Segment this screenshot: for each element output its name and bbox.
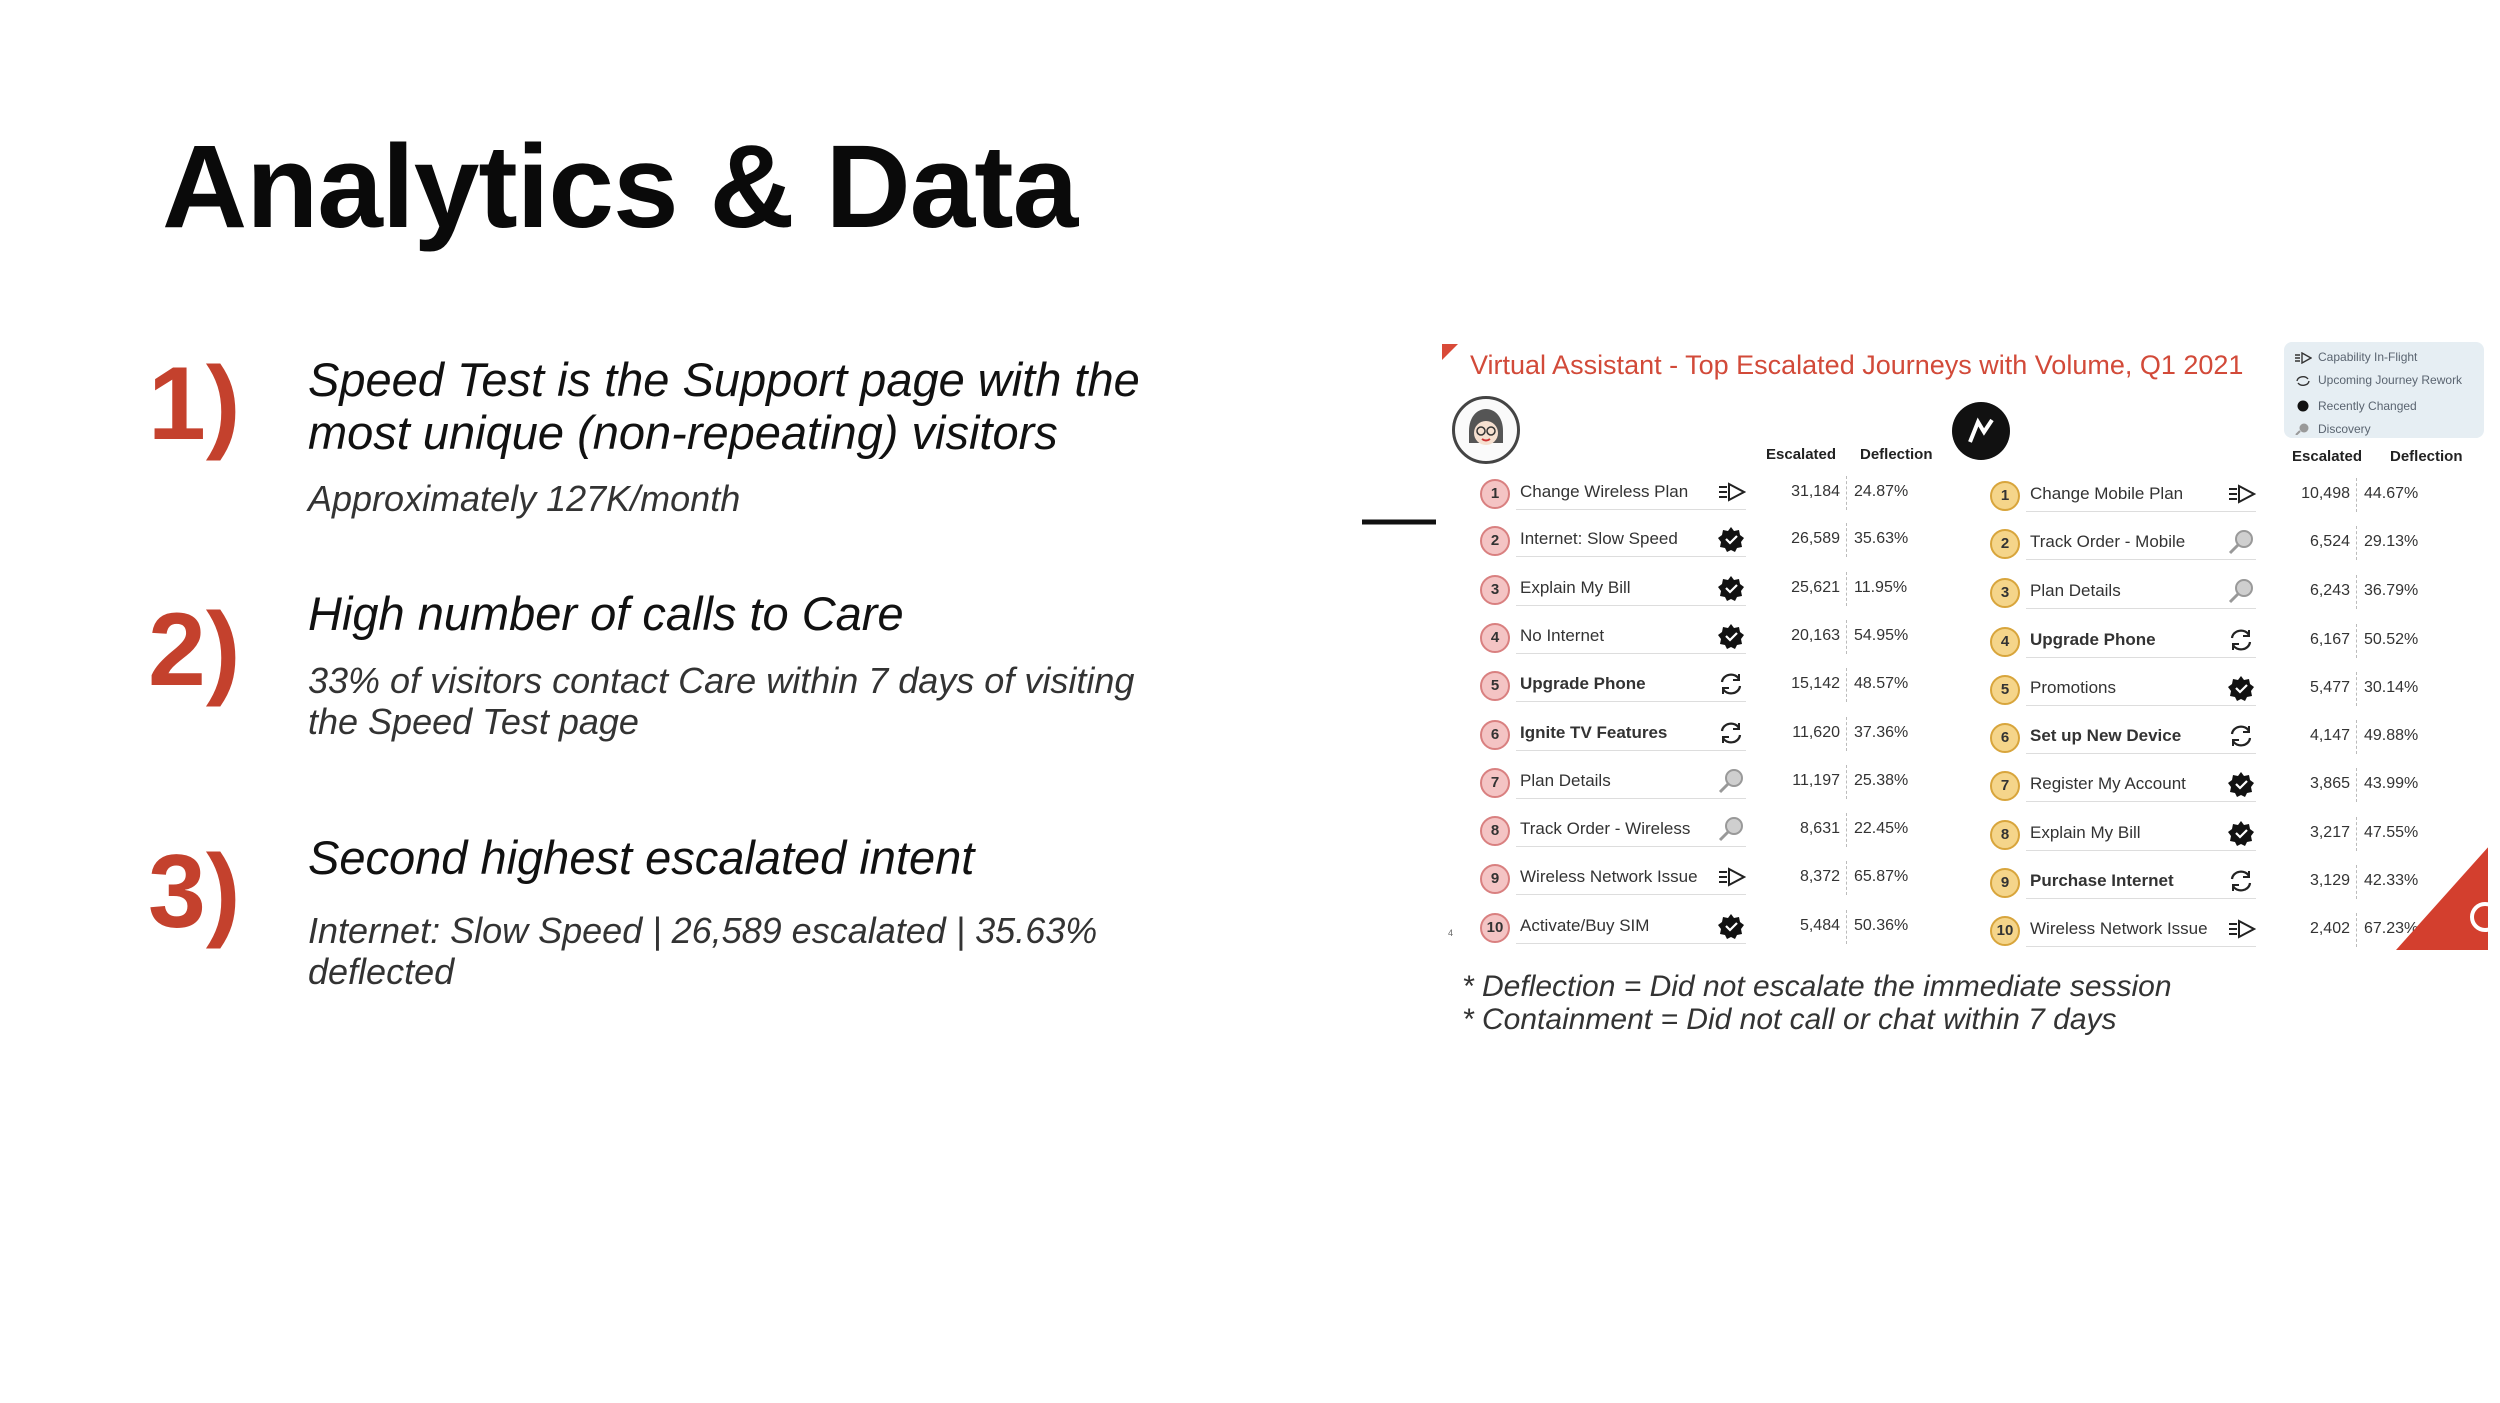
deflection-value: 50.36%	[1854, 917, 1909, 934]
point-2-sub-line: the Speed Test page	[308, 701, 639, 743]
journey-row	[1990, 575, 2460, 613]
recently-changed-icon	[2226, 674, 2256, 702]
recently-changed-icon	[2226, 770, 2256, 798]
column-divider	[2356, 865, 2357, 899]
escalated-value: 3,129	[2309, 872, 2350, 889]
journey-row	[1990, 817, 2460, 855]
panel-title: Virtual Assistant - Top Escalated Journeys with Volume, Q1 2021	[1470, 350, 2244, 380]
rank-badge: 2	[1990, 529, 2020, 559]
escalated-value: 26,589	[1791, 530, 1840, 547]
journey-row	[1480, 572, 1950, 610]
row-divider	[1516, 605, 1746, 606]
column-divider	[1846, 668, 1847, 702]
deflection-value: 25.38%	[1854, 772, 1909, 789]
legend-item: Discovery	[2318, 422, 2371, 436]
recently-changed-icon	[1716, 574, 1746, 602]
discovery-icon	[1716, 815, 1746, 843]
escalated-value: 2,402	[2309, 920, 2350, 937]
journey-name: No Internet	[1520, 626, 1605, 645]
escalated-value: 20,163	[1791, 627, 1840, 644]
journey-name: Purchase Internet	[2030, 871, 2174, 890]
discovery-icon	[2294, 423, 2312, 435]
rank-badge: 7	[1480, 768, 1510, 798]
capability-in-flight-icon	[1716, 863, 1746, 891]
rank-badge: 1	[1990, 481, 2020, 511]
column-divider	[1846, 861, 1847, 895]
row-divider	[2026, 801, 2256, 802]
recently-changed-icon	[2294, 400, 2312, 412]
legend-item: Capability In-Flight	[2318, 350, 2418, 364]
escalated-value: 25,621	[1791, 579, 1840, 596]
point-2-heading-line: High number of calls to Care	[308, 587, 904, 640]
upcoming-rework-icon	[2226, 626, 2256, 654]
journey-name: Change Wireless Plan	[1520, 482, 1689, 501]
row-divider	[2026, 559, 2256, 560]
panel-corner-mark	[1442, 344, 1458, 360]
upcoming-rework-icon	[1716, 670, 1746, 698]
row-divider	[2026, 946, 2256, 947]
escalated-value: 31,184	[1791, 483, 1840, 500]
point-1-sub-line: Approximately 127K/month	[308, 478, 741, 519]
rank-badge: 8	[1480, 816, 1510, 846]
point-1-heading-line: most unique (non-repeating) visitors	[308, 405, 1058, 459]
row-divider	[1516, 556, 1746, 557]
journey-row	[1990, 913, 2460, 950]
column-divider	[2356, 526, 2357, 560]
row-divider	[1516, 653, 1746, 654]
escalated-value: 3,865	[2309, 775, 2350, 792]
escalated-value: 8,631	[1799, 820, 1840, 837]
column-divider	[2356, 913, 2357, 947]
rank-badge: 10	[1480, 913, 1510, 943]
journey-row	[1480, 476, 1950, 514]
escalated-value: 8,372	[1799, 868, 1840, 885]
deflection-value: 37.36%	[1854, 724, 1909, 741]
upcoming-rework-icon	[2294, 375, 2312, 387]
rank-badge: 6	[1480, 720, 1510, 750]
footnote-deflection: * Deflection = Did not escalate the immediate session	[1462, 970, 2172, 1003]
deflection-value: 35.63%	[1854, 530, 1909, 547]
point-1-number: 1)	[148, 346, 241, 462]
column-divider	[2356, 768, 2357, 802]
rank-badge: 6	[1990, 723, 2020, 753]
escalated-value: 6,167	[2309, 631, 2350, 648]
escalated-value: 5,484	[1799, 917, 1840, 934]
red-corner-decoration	[2396, 816, 2488, 950]
point-3-heading	[308, 832, 974, 885]
avatar-assistant-female	[1452, 396, 1520, 464]
row-divider	[1516, 798, 1746, 799]
escalated-value: 6,243	[2309, 582, 2350, 599]
row-divider	[1516, 846, 1746, 847]
column-divider	[1846, 910, 1847, 944]
right-col-deflection-header: Deflection	[2390, 448, 2463, 465]
deflection-value: 48.57%	[1854, 675, 1909, 692]
row-divider	[1516, 701, 1746, 702]
capability-in-flight-icon	[1716, 478, 1746, 506]
deflection-value: 36.79%	[2364, 582, 2419, 599]
deflection-value: 44.67%	[2364, 485, 2419, 502]
row-divider	[2026, 705, 2256, 706]
recently-changed-icon	[1716, 622, 1746, 650]
journey-row	[1480, 861, 1950, 899]
rank-badge: 4	[1480, 623, 1510, 653]
recently-changed-icon	[2226, 819, 2256, 847]
rank-badge: 1	[1480, 479, 1510, 509]
row-divider	[2026, 898, 2256, 899]
journey-name: Internet: Slow Speed	[1520, 529, 1678, 548]
journey-name: Promotions	[2030, 678, 2116, 697]
deflection-value: 65.87%	[1854, 868, 1909, 885]
journey-row	[1480, 717, 1950, 755]
escalated-value: 5,477	[2309, 679, 2350, 696]
footnote-containment: * Containment = Did not call or chat within 7 days	[1462, 1003, 2117, 1036]
upcoming-rework-icon	[1716, 719, 1746, 747]
row-divider	[2026, 511, 2256, 512]
journey-name: Track Order - Mobile	[2030, 532, 2186, 551]
assistant-face-icon	[1455, 399, 1517, 461]
rank-badge: 10	[1990, 916, 2020, 946]
icon-legend	[2284, 342, 2484, 438]
point-2-sub	[308, 660, 1134, 743]
journey-name: Register My Account	[2030, 774, 2186, 793]
deflection-value: 67.23%	[2364, 920, 2419, 937]
capability-in-flight-icon	[2226, 480, 2256, 508]
journey-name: Set up New Device	[2030, 726, 2182, 745]
capability-in-flight-icon	[2294, 352, 2312, 364]
column-divider	[2356, 575, 2357, 609]
deflection-value: 30.14%	[2364, 679, 2419, 696]
point-3-heading-line: Second highest escalated intent	[308, 831, 975, 884]
journey-row	[1990, 865, 2460, 903]
escalated-journeys-panel	[1436, 336, 2488, 950]
upcoming-rework-icon	[2226, 867, 2256, 895]
escalated-value: 10,498	[2301, 485, 2350, 502]
journey-row	[1990, 768, 2460, 806]
point-2-number: 2)	[148, 592, 241, 708]
journey-row	[1990, 720, 2460, 758]
discovery-icon	[2226, 577, 2256, 605]
journey-name: Wireless Network Issue	[2030, 919, 2208, 938]
escalated-value: 11,620	[1792, 724, 1840, 741]
column-divider	[2356, 817, 2357, 851]
legend-item: Upcoming Journey Rework	[2318, 373, 2463, 387]
point-3-sub	[308, 910, 1097, 993]
journey-row	[1480, 813, 1950, 851]
escalated-value: 4,147	[2309, 727, 2350, 744]
journey-row	[1990, 526, 2460, 564]
column-divider	[1846, 476, 1847, 510]
avatar-brand-logo	[1952, 402, 2010, 460]
journey-name: Upgrade Phone	[1520, 674, 1646, 693]
journey-name: Change Mobile Plan	[2030, 484, 2184, 503]
deflection-value: 47.55%	[2364, 824, 2419, 841]
discovery-icon	[2226, 528, 2256, 556]
upcoming-rework-icon	[2226, 722, 2256, 750]
journey-name: Explain My Bill	[1520, 578, 1631, 597]
rank-badge: 9	[1990, 868, 2020, 898]
journey-row	[1480, 765, 1950, 803]
journey-name: Ignite TV Features	[1520, 723, 1668, 742]
rank-badge: 2	[1480, 526, 1510, 556]
point-3-sub-line: deflected	[308, 951, 455, 993]
journey-name: Wireless Network Issue	[1520, 867, 1698, 886]
legend-item: Recently Changed	[2318, 399, 2417, 413]
journey-name: Activate/Buy SIM	[1520, 916, 1650, 935]
deflection-value: 54.95%	[1854, 627, 1909, 644]
point-3-sub-line: Internet: Slow Speed | 26,589 escalated | 35.63%	[308, 910, 1098, 951]
journey-row	[1990, 624, 2460, 662]
column-divider	[1846, 813, 1847, 847]
recently-changed-icon	[1716, 912, 1746, 940]
journey-name: Upgrade Phone	[2030, 630, 2156, 649]
deflection-value: 49.88%	[2364, 727, 2419, 744]
point-2-sub-line: 33% of visitors contact Care within 7 days of visiting	[308, 660, 1135, 701]
row-divider	[2026, 850, 2256, 851]
column-divider	[1846, 717, 1847, 751]
column-divider	[2356, 720, 2357, 754]
column-divider	[1846, 620, 1847, 654]
panel-page-marker: 4	[1448, 928, 1454, 938]
deflection-value: 43.99%	[2364, 775, 2419, 792]
rank-badge: 7	[1990, 771, 2020, 801]
point-1-heading-line: Speed Test is the Support page with the	[308, 353, 1140, 406]
journey-row	[1480, 910, 1950, 948]
rank-badge: 8	[1990, 820, 2020, 850]
right-col-escalated-header: Escalated	[2292, 448, 2363, 465]
rank-badge: 5	[1990, 675, 2020, 705]
journey-row	[1990, 478, 2460, 516]
rank-badge: 3	[1480, 575, 1510, 605]
recently-changed-icon	[1716, 525, 1746, 553]
escalated-value: 3,217	[2309, 824, 2350, 841]
slide-title: Analytics & Data	[162, 121, 1078, 253]
column-divider	[1846, 572, 1847, 606]
row-divider	[1516, 943, 1746, 944]
journey-row	[1480, 620, 1950, 658]
column-divider	[1846, 523, 1847, 557]
rank-badge: 4	[1990, 627, 2020, 657]
column-divider	[2356, 672, 2357, 706]
journey-name: Explain My Bill	[2030, 823, 2141, 842]
journey-row	[1480, 668, 1950, 706]
journey-row	[1990, 672, 2460, 710]
column-divider	[1846, 765, 1847, 799]
deflection-value: 22.45%	[1854, 820, 1909, 837]
deflection-value: 11.95%	[1854, 579, 1908, 596]
left-col-escalated-header: Escalated	[1766, 446, 1837, 463]
escalated-value: 6,524	[2309, 533, 2350, 550]
row-divider	[1516, 509, 1746, 510]
row-divider	[2026, 657, 2256, 658]
deflection-value: 29.13%	[2364, 533, 2419, 550]
journey-name: Track Order - Wireless	[1520, 819, 1691, 838]
journey-row	[1480, 523, 1950, 561]
capability-in-flight-icon	[2226, 915, 2256, 943]
rank-badge: 5	[1480, 671, 1510, 701]
brand-mark-icon	[1952, 402, 2010, 460]
deflection-value: 24.87%	[1854, 483, 1909, 500]
escalated-value: 15,142	[1791, 675, 1840, 692]
journey-name: Plan Details	[2030, 581, 2121, 600]
discovery-icon	[1716, 767, 1746, 795]
row-divider	[1516, 750, 1746, 751]
deflection-value: 42.33%	[2364, 872, 2419, 889]
rank-badge: 9	[1480, 864, 1510, 894]
rank-badge: 3	[1990, 578, 2020, 608]
point-1-sub	[308, 478, 740, 519]
left-col-deflection-header: Deflection	[1860, 446, 1933, 463]
point-2-heading	[308, 588, 904, 641]
escalated-value: 11,197	[1792, 772, 1840, 789]
row-divider	[1516, 894, 1746, 895]
deflection-value: 50.52%	[2364, 631, 2419, 648]
journey-name: Plan Details	[1520, 771, 1611, 790]
column-divider	[2356, 478, 2357, 512]
row-divider	[2026, 608, 2256, 609]
point-1-heading	[308, 354, 1140, 459]
point-3-number: 3)	[148, 834, 241, 950]
row-divider	[2026, 753, 2256, 754]
column-divider	[2356, 624, 2357, 658]
